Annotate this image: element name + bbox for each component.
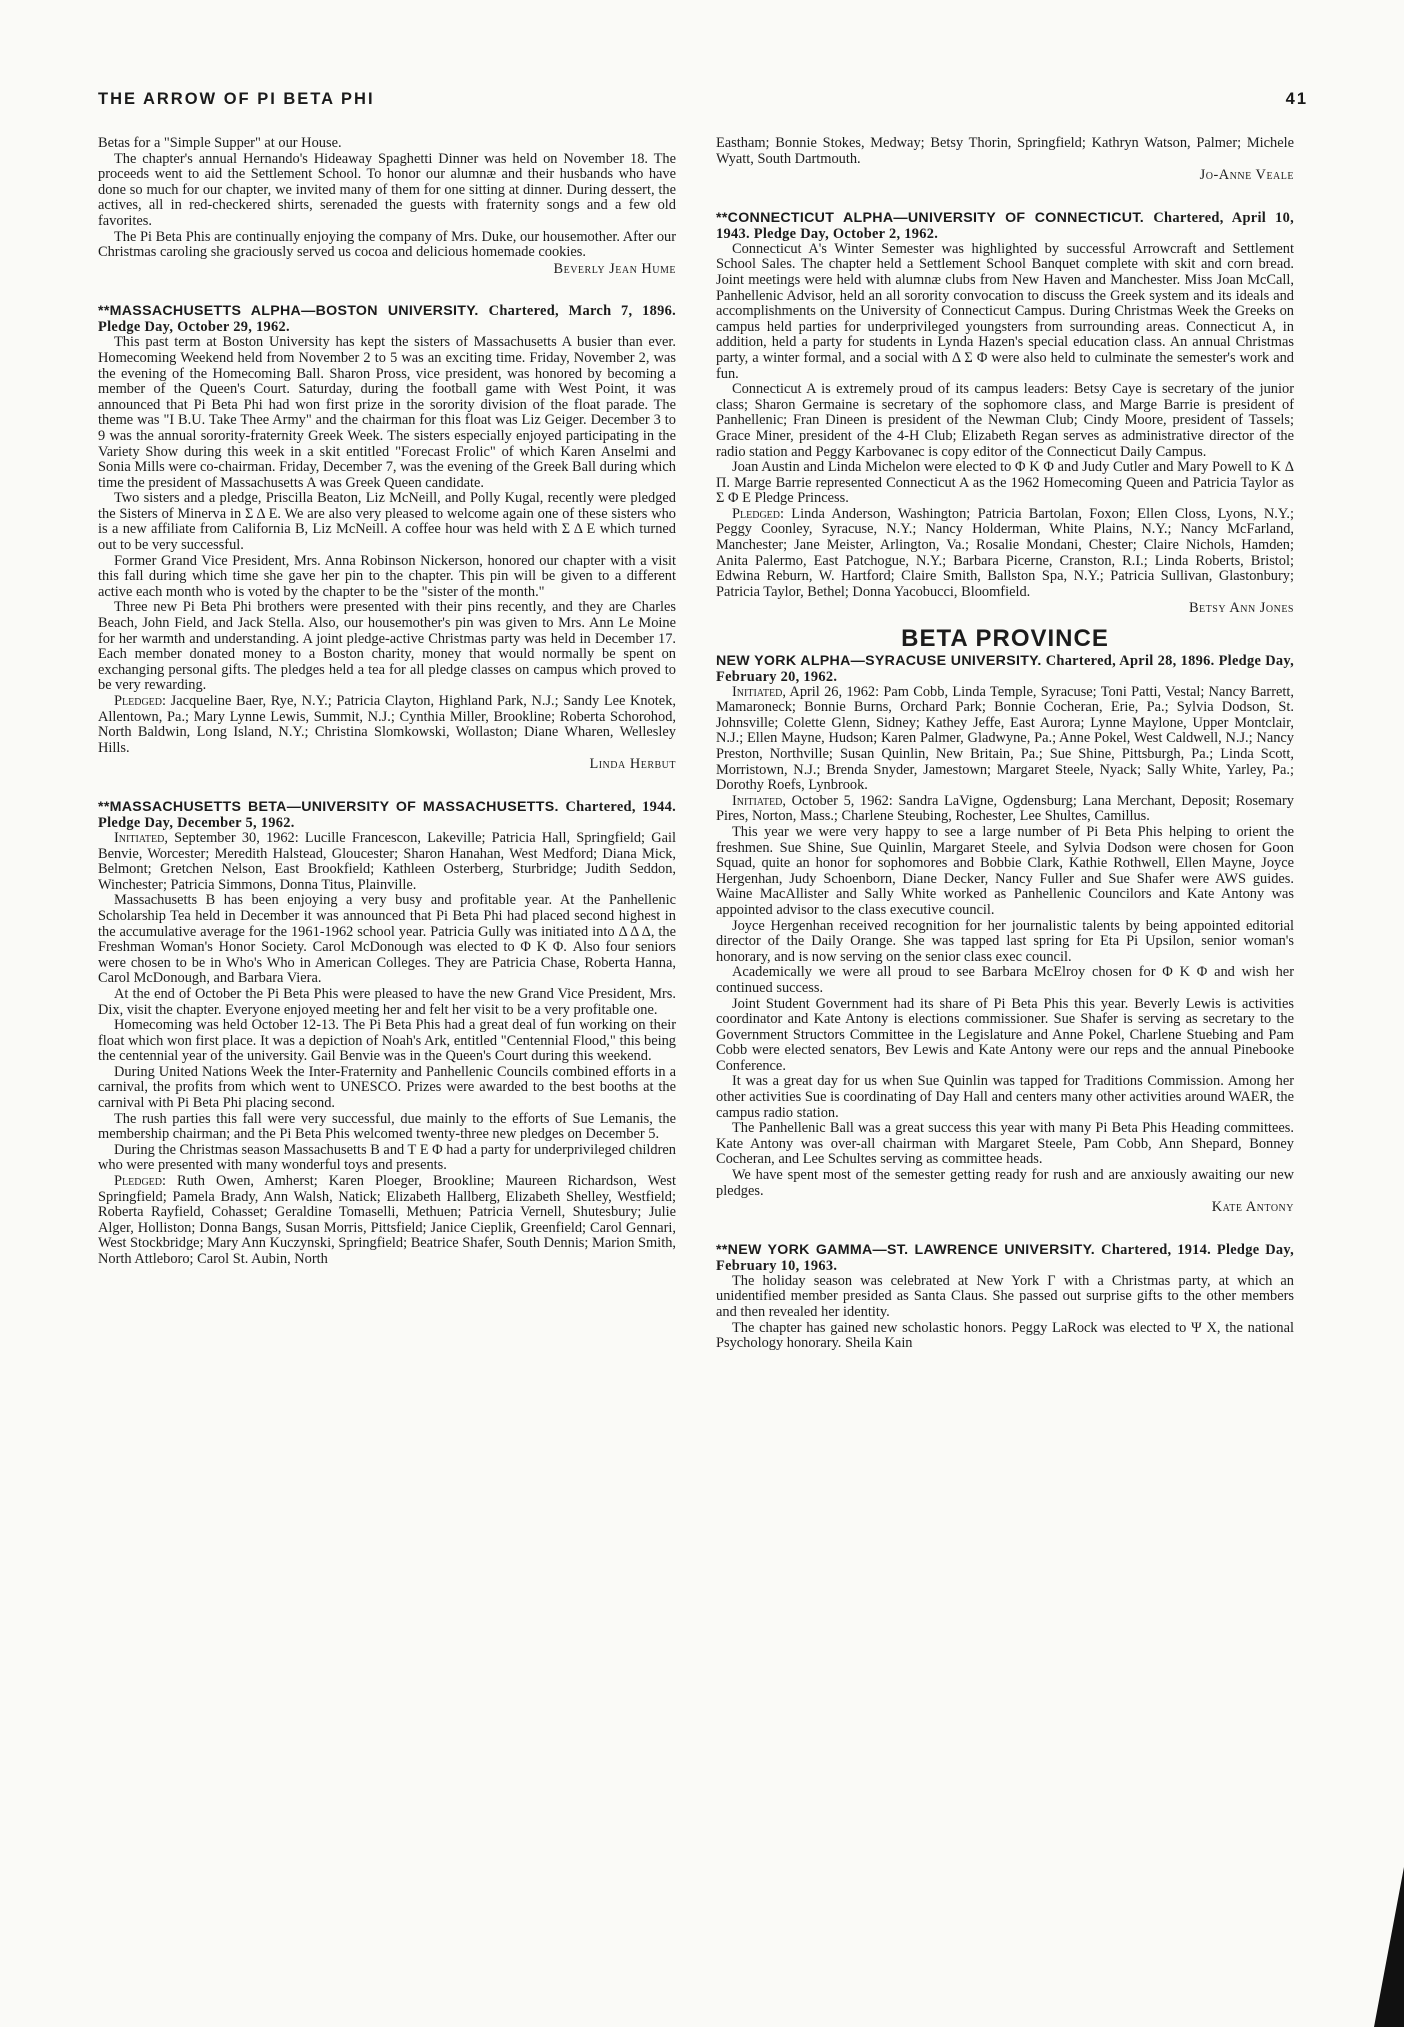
running-header [98, 90, 1308, 109]
paragraph: Betas for a "Simple Supper" at our House. [98, 135, 342, 151]
publication-title: THE ARROW OF PI BETA PHI [98, 90, 375, 108]
author-signature: Beverly Jean Hume [553, 260, 676, 277]
pledged-list [716, 507, 1294, 601]
paragraph: Academically we were all proud to see Barbara McElroy chosen for Φ K Φ and wish her continued success. [716, 964, 1294, 996]
pledged-list [98, 694, 676, 756]
paragraph: The chapter's annual Hernando's Hideaway Spaghetti Dinner was held on November 18. The proceeds went to aid the Settlement School. To honor our alumnæ and their husbands who have done so much for our chapter, we invited many of them for one sitting at dinner. During dessert, the actives, all in red-checkered shirts, serenaded the guests with fraternity songs and a few old favorites. [98, 150, 676, 229]
paragraph: Joint Student Government had its share of Pi Beta Phis this year. Beverly Lewis is activities coordinator and Kate Antony is elections commissioner. Sue Shafer is serving as secretary to the Government Structors Committee in the Legislature and Anne Pokel, Charlene Stuebing and Pam Cobb were elected senators, Bev Lewis and Kate Antony were our reps and the annual Pinebooke Conference. [716, 995, 1294, 1074]
paragraph: Connecticut A's Winter Semester was highlighted by successful Arrowcraft and Settlement School Sales. The chapter held a Settlement School Banquet complete with skit and corn bread. Joint meetings were held with alumnæ clubs from New Haven and Manchester. Miss Joan McCall, Panhellenic Advisor, held an all sorority convocation to discuss the Greek system and its ideals and accomplishments on the University of Connecticut Campus. During Christmas Week the Greeks on campus held parties for underprivileged youngsters from surrounding areas. Connecticut A, in addition, held a party for students in Lynda Hazen's special education class. An annual Christmas party, a winter formal, and a social with Δ Σ Φ were also held to culminate the semester's work and fun. [716, 240, 1294, 382]
initiated-names: September 30, 1962: Lucille Francescon, Lakeville; Patricia Hall, Springfield; Gail Benvie, Worcester; Meredith Halstead, Gloucester; Sharon Hanahan, West Medford; Diana Mick, Belmont; Gretchen Nelson, East Brookfield; Kathleen Osterberg, Sturbridge; Judith Seddon, Winchester; Patricia Simmons, Donna Titus, Plainville. [98, 829, 676, 893]
chapter-charter: Chartered, April 10, 1943. Pledge Day, October 2, 1962. [716, 209, 1294, 242]
chapter-title: **MASSACHUSETTS BETA—UNIVERSITY OF MASSACHUSETTS. [98, 798, 559, 815]
author-signature: Kate Antony [1211, 1199, 1294, 1216]
pledged-label: Pledged: [732, 505, 784, 522]
chapter-heading [98, 303, 676, 335]
chapter-title: NEW YORK ALPHA—SYRACUSE UNIVERSITY. [716, 652, 1042, 669]
author-signature: Linda Herbut [589, 756, 676, 773]
initiated-label: Initiated, [114, 829, 168, 846]
paragraph: The rush parties this fall were very successful, due mainly to the efforts of Sue Lemanis, the membership chairman; and the Pi Beta Phis welcomed twenty-three new pledges on December 5. [98, 1110, 676, 1143]
chapter-heading [98, 799, 676, 831]
author-signature: Jo-Anne Veale [1199, 167, 1294, 184]
initiated-label: Initiated, [732, 792, 786, 809]
initiated-list [716, 794, 1294, 825]
paragraph: Homecoming was held October 12-13. The Pi Beta Phis had a great deal of fun working on their float which won first place. It was a depiction of Noah's Ark, entitled "Centennial Flood," this being the centennial year of the university. Gail Benvie was in the Queen's Court during this weekend. [98, 1017, 676, 1065]
paragraph: The chapter has gained new scholastic honors. Peggy LaRock was elected to Ψ X, the national Psychology honorary. Sheila Kain [716, 1319, 1294, 1352]
paragraph: This year we were very happy to see a large number of Pi Beta Phis helping to orient the freshmen. Sue Shine, Sue Quinlin, Margaret Steele, and Sylvia Dodson were chosen for Goon Squad, quite an honor for sophomores and Bobbie Clark, Kathie Rothwell, Ellen Mayne, Joyce Hergenhan, Judy Schoenborn, Diane Decker, Nancy Fuller and Sue Shafer were AWS guides. Waine MacAllister and Sally White worked as Panhellenic Councilors and Kate Antony was appointed advisor to the class executive council. [716, 823, 1294, 918]
province-heading: BETA PROVINCE [901, 625, 1109, 653]
chapter-title: **NEW YORK GAMMA—ST. LAWRENCE UNIVERSITY. [716, 1241, 1096, 1258]
chapter-title: **CONNECTICUT ALPHA—UNIVERSITY OF CONNECTICUT. [716, 209, 1144, 226]
paragraph: This past term at Boston University has kept the sisters of Massachusetts A busier than ever. Homecoming Weekend held from November 2 to 5 was an exciting time. Friday, November 2, was the evening of the Homecoming Ball. Sharon Pross, vice president, was honored by becoming a member of the Queen's Court. Saturday, during the football game with West Point, it was announced that Pi Beta Phi had won first prize in the sorority division of the float parade. The theme was "I B.U. Take Thee Army" and the chairman for this float was Liz Geiger. December 3 to 9 was the annual sorority-fraternity Greek Week. The sisters especially enjoyed participating in the Variety Show during this week in a skit entitled "Forecast Frolic" of which Karen Anselmi and Sonia Mills were co-chairman. Friday, December 7, was the evening of the Greek Ball during which time the president of Massachusetts A was Greek Queen candidate. [98, 334, 676, 491]
paragraph: We have spent most of the semester getting ready for rush and are anxiously awaiting our new pledges. [716, 1167, 1294, 1199]
chapter-charter: Chartered, 1914. Pledge Day, February 10, 1963. [716, 1241, 1294, 1274]
pledged-list [98, 1174, 676, 1268]
initiated-label: Initiated, [732, 683, 786, 700]
paragraph: The Pi Beta Phis are continually enjoying the company of Mrs. Duke, our housemother. After our Christmas caroling she graciously served us cocoa and delicious homemade cookies. [98, 228, 676, 261]
chapter-heading [716, 1242, 1294, 1274]
pledged-names: Linda Anderson, Washington; Patricia Bartolan, Foxon; Ellen Closs, Lyons, N.Y.; Peggy Coonley, Syracuse, N.Y.; Nancy Holderman, White Plains, N.Y.; Nancy McFarland, Manchester; Jane Meister, Arlington, Va.; Rosalie Mondani, Chester; Claire Nichols, Hamden; Anita Palermo, East Patchogue, N.Y.; Barbara Picerne, Cranston, R.I.; Linda Roberts, Bristol; Edwina Reburn, W. Hartford; Claire Smith, Ballston Spa, N.Y.; Patricia Sullivan, Glastonbury; Patricia Taylor, Bethel; Donna Yacobucci, Bloomfield. [716, 505, 1294, 600]
paragraph: During the Christmas season Massachusetts B and T E Φ had a party for underprivileged children who were presented with many wonderful toys and presents. [98, 1141, 676, 1174]
paragraph: Former Grand Vice President, Mrs. Anna Robinson Nickerson, honored our chapter with a visit this fall during which time she gave her pin to the chapter. This pin will be given to a different active each month who is voted by the chapter to be the "sister of the month." [98, 552, 676, 600]
chapter-charter: Chartered, 1944. Pledge Day, December 5, 1962. [98, 798, 676, 831]
chapter-title: **MASSACHUSETTS ALPHA—BOSTON UNIVERSITY. [98, 303, 479, 320]
pledged-label: Pledged: [114, 1173, 166, 1190]
pledged-names: Ruth Owen, Amherst; Karen Ploeger, Brookline; Maureen Richardson, West Springfield; Pamela Brady, Ann Walsh, Natick; Elizabeth Hallberg, Elizabeth Shelley, Westfield; Roberta Rayfield, Cohasset; Geraldine Tomaselli, Methuen; Patricia Vernell, Shutesbury; Julie Alger, Holliston; Donna Bangs, Susan Morris, Pittsfield; Janice Cieplik, Greenfield; Carol Gennari, West Stockbridge; Mary Ann Kuczynski, Springfield; Beatrice Shafer, South Dennis; Marion Smith, North Attleboro; Carol St. Aubin, North [98, 1173, 676, 1267]
initiated-list [716, 685, 1294, 794]
page-number: 41 [1285, 90, 1308, 108]
initiated-names: October 5, 1962: Sandra LaVigne, Ogdensburg; Lana Merchant, Deposit; Rosemary Pires, Norton, Mass.; Charlene Steubing, Rochester, Lee Shultes, Camillus. [716, 792, 1294, 825]
paragraph: Massachusetts B has been enjoying a very busy and profitable year. At the Panhellenic Scholarship Tea held in December it was announced that Pi Beta Phi had placed second highest in the accumulative average for the 1961-1962 school year. Patricia Gully was initiated into Δ Δ Δ, the Freshman Woman's Honor Society. Carol McDonough was elected to Φ K Φ. Also four seniors were chosen to be in Who's Who in American Colleges. They are Patricia Chase, Roberta Hanna, Carol McDonough, and Barbara Viera. [98, 892, 676, 987]
paragraph: Eastham; Bonnie Stokes, Medway; Betsy Thorin, Springfield; Kathryn Watson, Palmer; Michele Wyatt, South Dartmouth. [716, 135, 1294, 167]
paragraph: The holiday season was celebrated at New York Γ with a Christmas party, at which an unidentified member presided as Santa Claus. She passed out surprise gifts to the other members and then revealed her identity. [716, 1272, 1294, 1320]
paragraph: Joan Austin and Linda Michelon were elected to Φ K Φ and Judy Cutler and Mary Powell to K Δ Π. Marge Barrie represented Connecticut A as the 1962 Homecoming Queen and Patricia Taylor as Σ Φ E Pledge Princess. [716, 459, 1294, 507]
chapter-charter: Chartered, April 28, 1896. Pledge Day, February 20, 1962. [716, 652, 1295, 685]
paragraph: Two sisters and a pledge, Priscilla Beaton, Liz McNeill, and Polly Kugal, recently were pledged the Sisters of Minerva in Σ Δ E. We are also very pleased to welcome again one of these sisters who is a new affiliate from California B, Liz McNeill. A coffee hour was held with Σ Δ E which turned out to be very successful. [98, 490, 676, 554]
right-column [716, 136, 1294, 1352]
paragraph: Joyce Hergenhan received recognition for her journalistic talents by being appointed editorial director of the Daily Orange. She was tapped last spring for Eta Pi Upsilon, senior woman's honorary, and is now serving on the senior class exec council. [716, 917, 1294, 965]
initiated-names: April 26, 1962: Pam Cobb, Linda Temple, Syracuse; Toni Patti, Vestal; Nancy Barrett, Mamaroneck; Bonnie Burns, Orchard Park; Bonnie Cocheran, Erie, Pa.; Sylvia Dodson, St. Johnsville; Colette Glenn, Sidney; Kathey Jeffe, East Aurora; Lynne Maylone, Upper Montclair, N.J.; Ellen Mayne, Hudson; Karen Palmer, Gladwyne, Pa.; Anne Pokel, West Caldwell, N.J.; Nancy Preston, Northville; Susan Quinlin, New Britain, Pa.; Sue Shine, Pittsburgh, Pa.; Linda Scott, Morristown, N.J.; Brenda Snyder, Jamestown; Margaret Steele, Nyack; Sally White, Yarley, Pa.; Dorothy Roefs, Lynbrook. [716, 683, 1294, 794]
paragraph: At the end of October the Pi Beta Phis were pleased to have the new Grand Vice President, Mrs. Dix, visit the chapter. Everyone enjoyed meeting her and felt her visit to be a very profitable one. [98, 985, 676, 1018]
paragraph: The Panhellenic Ball was a great success this year with many Pi Beta Phis Heading committees. Kate Antony was over-all chairman with Margaret Steele, Pam Cobb, Ann Shepard, Bonney Cocheran, and Lee Schultes serving as committee heads. [716, 1120, 1294, 1168]
initiated-list [98, 831, 676, 893]
paragraph: It was a great day for us when Sue Quinlin was tapped for Traditions Commission. Among her other activities Sue is coordinating of Day Hall and centers many other activities around WAER, the campus radio station. [716, 1073, 1294, 1121]
author-signature: Betsy Ann Jones [1188, 600, 1294, 617]
chapter-heading [716, 210, 1294, 242]
left-column [98, 136, 676, 1268]
pledged-names: Jacqueline Baer, Rye, N.Y.; Patricia Clayton, Highland Park, N.J.; Sandy Lee Knotek, Allentown, Pa.; Mary Lynne Lewis, Summit, N.J.; Cynthia Miller, Brookline; Roberta Schorohod, North Baldwin, Long Island, N.Y.; Christina Slomkowski, Wollaston; Diane Wharen, Wellesley Hills. [98, 693, 676, 756]
paragraph: During United Nations Week the Inter-Fraternity and Panhellenic Councils combined efforts in a carnival, the profits from which went to UNESCO. Prizes were awarded to the best booths at the carnival with Pi Beta Phi placing second. [98, 1063, 676, 1112]
paragraph: Connecticut A is extremely proud of its campus leaders: Betsy Caye is secretary of the junior class; Sharon Germaine is secretary of the sophomore class, and Marge Barrie is president of Panhellenic; Fran Dineen is president of the Newman Club; Cindy Moore, president of Tassels; Grace Miner, president of the 4-H Club; Elizabeth Regan serves as administrative director of the radio station and Peggy Karbovanec is copy editor of the Connecticut Daily Campus. [716, 381, 1294, 460]
chapter-heading [716, 653, 1294, 685]
page-edge-shadow [1374, 1867, 1404, 2027]
pledged-label: Pledged: [114, 693, 166, 709]
paragraph: Three new Pi Beta Phi brothers were presented with their pins recently, and they are Charles Beach, John Field, and Jack Stella. Also, our housemother's pin was given to Mrs. Ann Le Moine for her warmth and understanding. A joint pledge-active Christmas party was held in December 17. Each member donated money to a Boston charity, money that would normally be spent on exchanging personal gifts. The pledges held a tea for all pledge classes on campus which proved to be very rewarding. [98, 599, 676, 694]
chapter-charter: Chartered, March 7, 1896. Pledge Day, October 29, 1962. [98, 303, 676, 336]
